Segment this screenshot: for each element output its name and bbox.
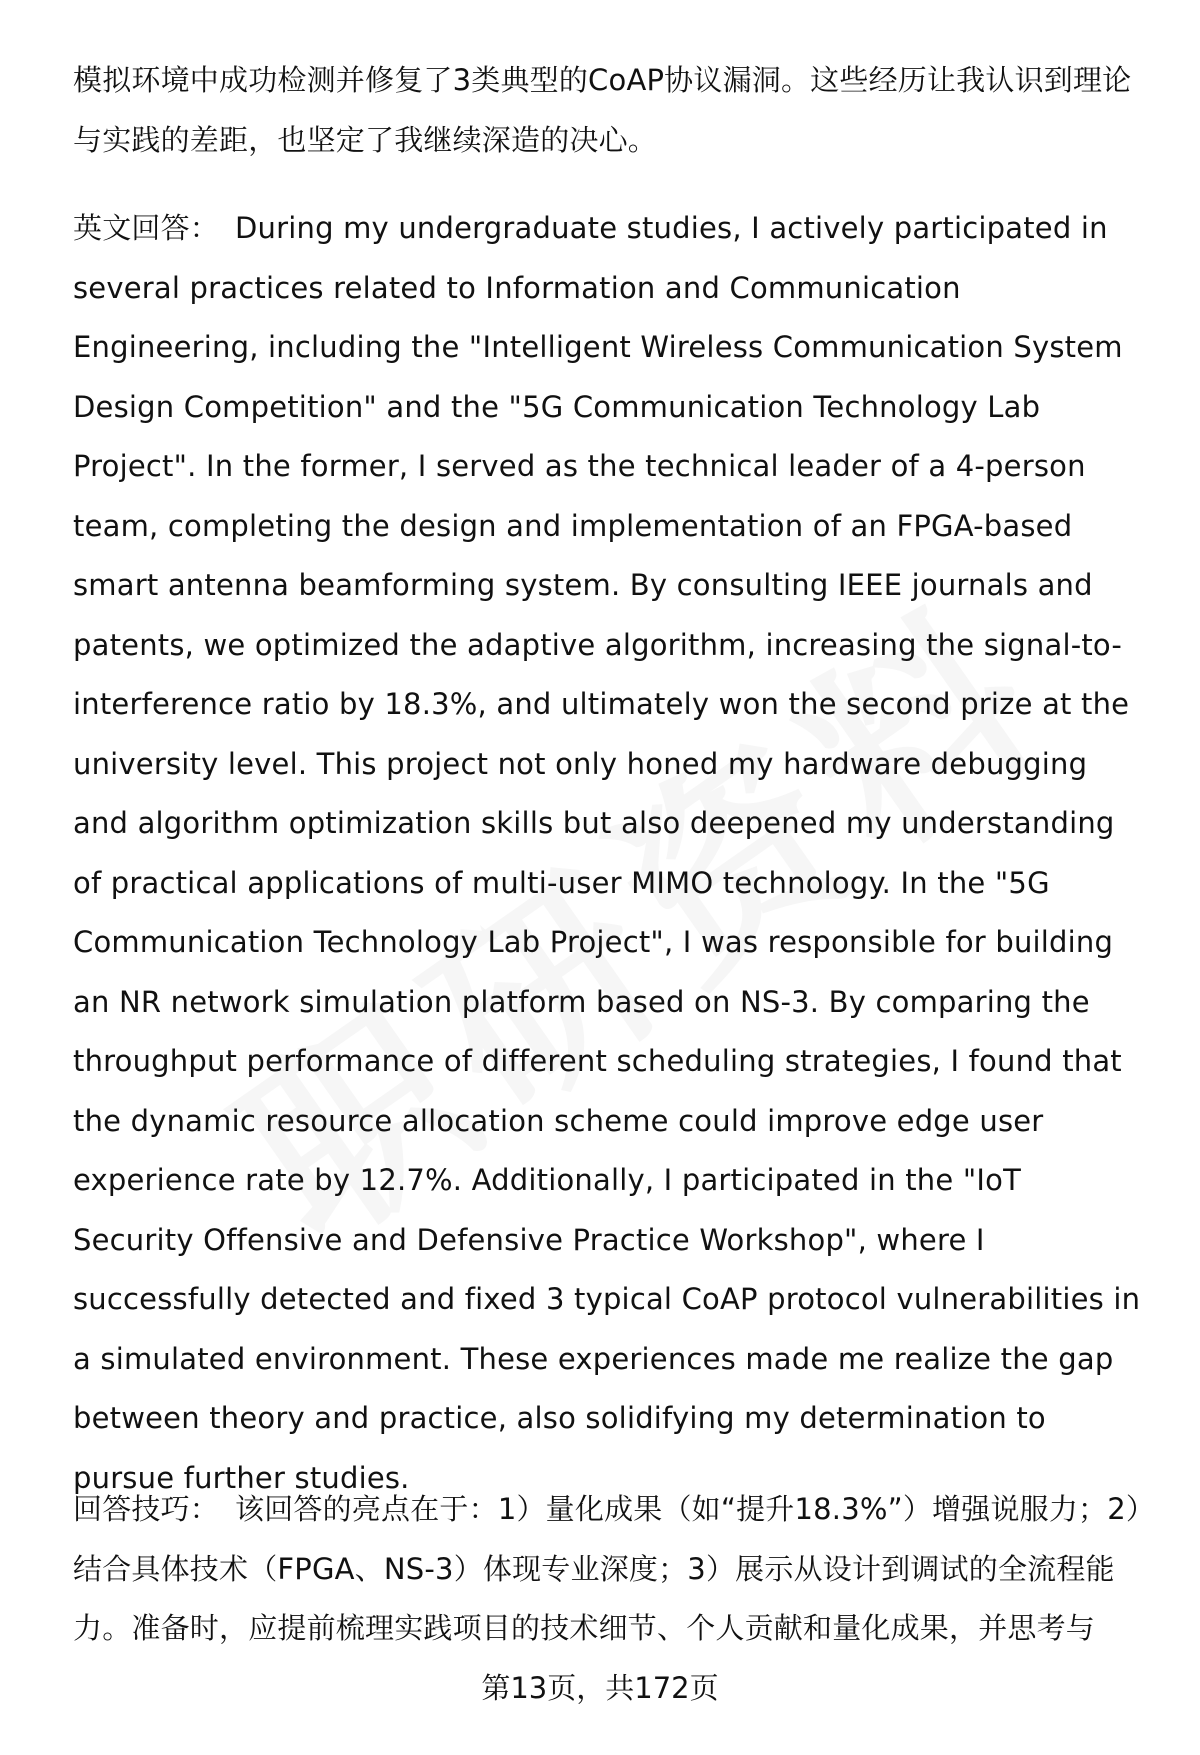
english-answer-paragraph — [73, 199, 1151, 1508]
english-answer-text: During my undergraduate studies, I actively participated in several practices related to Information and Communication Engineering, including the "Intelligent Wireless Communication System Design Competition" and the "5G Communication Technology Lab Project". In the former, I served as the technical leader of a 4-person team, completing the design and implementation of an FPGA-based smart antenna beamforming system. By consulting IEEE journals and patents, we optimized the adaptive algorithm, increasing the signal-to-interference ratio by 18.3%, and ultimately won the second prize at the university level. This project not only honed my hardware debugging and algorithm optimization skills but also deepened my understanding of practical applications of multi-user MIMO technology. In the "5G Communication Technology Lab Project", I was responsible for building an NR network simulation platform based on NS-3. By comparing the throughput performance of different scheduling strategies, I found that the dynamic resource allocation scheme could improve edge user experience rate by 12.7%. Additionally, I participated in the "IoT Security Offensive and Defensive Practice Workshop", where I successfully detected and fixed 3 typical CoAP protocol vulnerabilities in a simulated environment. These experiences made me realize the gap between theory and practice, also solidifying my determination to pursue further studies. — [73, 211, 1141, 1495]
answer-tips-label: 回答技巧： — [73, 1492, 220, 1526]
intro-text: 模拟环境中成功检测并修复了3类典型的CoAP协议漏洞。这些经历让我认识到理论与实践的差距，也坚定了我继续深造的决心。 — [73, 63, 1132, 157]
answer-tips-text: 该回答的亮点在于：1）量化成果（如“提升18.3%”）增强说服力；2）结合具体技术（FPGA、NS-3）体现专业深度；3）展示从设计到调试的全流程能力。准备时，应提前梳理实践项目的技术细节、个人贡献和量化成果，并思考与 — [73, 1492, 1141, 1645]
answer-tips-paragraph — [73, 1480, 1151, 1659]
intro-paragraph — [73, 51, 1151, 170]
english-answer-label: 英文回答： — [73, 211, 220, 245]
page-number: 第13页，共172页 — [481, 1671, 719, 1705]
